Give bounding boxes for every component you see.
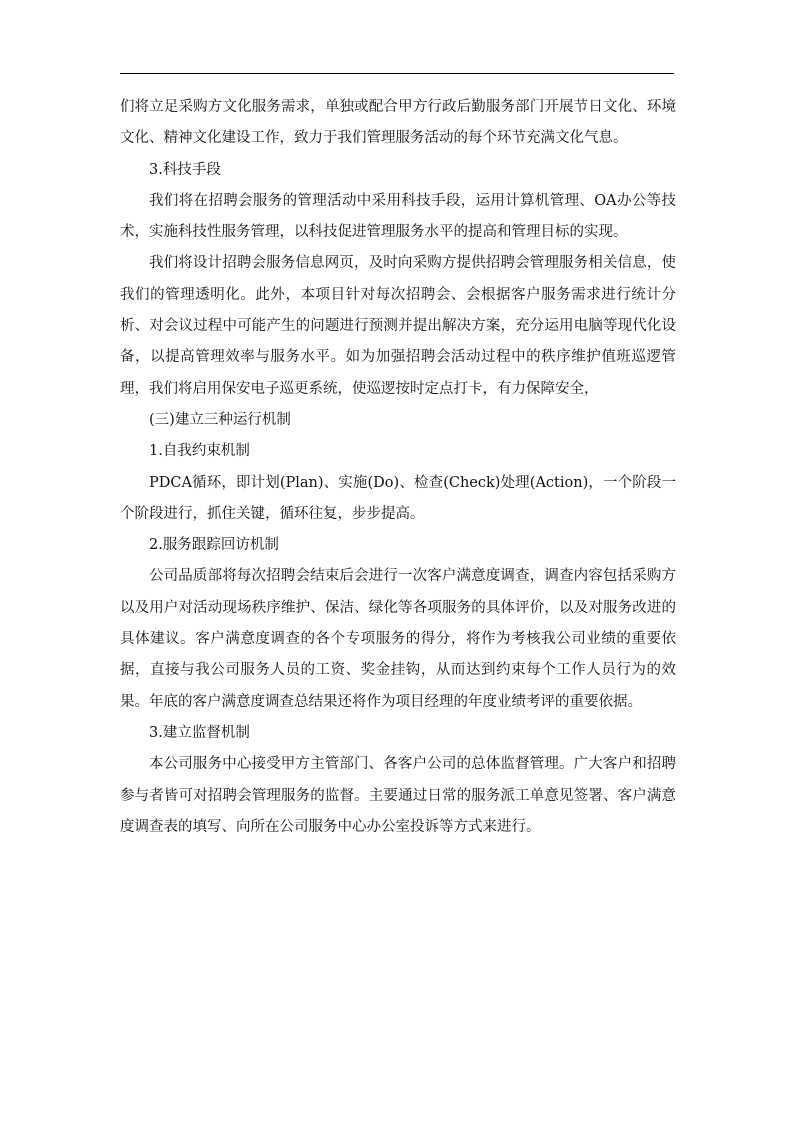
paragraph-supervision: 本公司服务中心接受甲方主管部门、各客户公司的总体监督管理。广大客户和招聘参与者皆可对招聘会管理服务的监督。主要通过日常的服务派工单意见签署、客户满意度调查表的填写、向所在公司服务中心办公室投诉等方式来进行。 <box>120 756 676 835</box>
heading-supervision: 3.建立监督机制 <box>149 724 250 741</box>
header-rule <box>120 73 674 74</box>
document-body <box>120 92 676 843</box>
heading-follow-up: 2.服务跟踪回访机制 <box>149 537 279 554</box>
paragraph-culture-continued: 们将立足采购方文化服务需求，单独或配合甲方行政后勤服务部门开展节日文化、环境文化、精神文化建设工作，致力于我们管理服务活动的每个环节充满文化气息。 <box>120 99 676 147</box>
paragraph-tech-management: 我们将在招聘会服务的管理活动中采用科技手段，运用计算机管理、OA办公等技术，实施科技性服务管理，以科技促进管理服务水平的提高和管理目标的实现。 <box>120 192 676 241</box>
heading-three-mechanisms: (三)建立三种运行机制 <box>149 411 291 428</box>
paragraph-info-webpage: 我们将设计招聘会服务信息网页，及时向采购方提供招聘会管理服务相关信息，使我们的管理透明化。此外，本项目针对每次招聘会、会根据客户服务需求进行统计分析、对会议过程中可能产生的问题进行预测并提出解决方案，充分运用电脑等现代化设备，以提高管理效率与服务水平。如为加强招聘会活动过程中的秩序维护值班巡逻管理，我们将启用保安电子巡更系统，使巡逻按时定点打卡，有力保障安全， <box>120 255 676 397</box>
paragraph-satisfaction-survey: 公司品质部将每次招聘会结束后会进行一次客户满意度调查，调查内容包括采购方以及用户对活动现场秩序维护、保洁、绿化等各项服务的具体评价，以及对服务改进的具体建议。客户满意度调查的各个专项服务的得分，将作为考核我公司业绩的重要依据，直接与我公司服务人员的工资、奖金挂钩，从而达到约束每个工作人员行为的效果。年底的客户满意度调查总结果还将作为项目经理的年度业绩考评的重要依据。 <box>120 568 676 710</box>
paragraph-pdca: PDCA循环，即计划(Plan)、实施(Do)、检查(Check)处理(Action)，一个阶段一个阶段进行，抓住关键，循环往复，步步提高。 <box>120 474 676 522</box>
heading-tech-means: 3.科技手段 <box>149 161 221 178</box>
heading-self-restraint: 1.自我约束机制 <box>149 443 250 460</box>
